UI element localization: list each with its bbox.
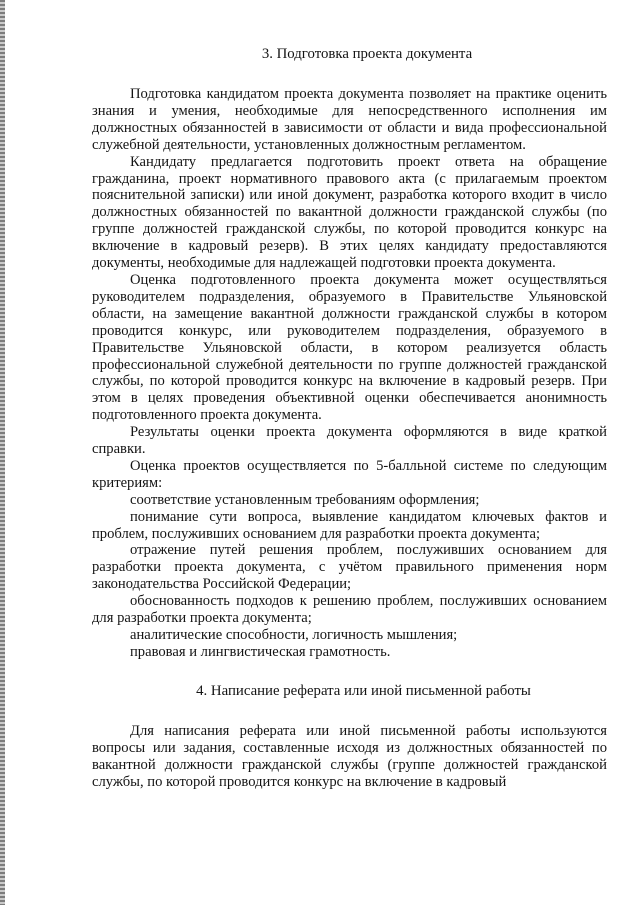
criteria-item: правовая и лингвистическая грамотность. [130, 643, 391, 660]
scan-edge [0, 0, 5, 905]
section-4-paragraph-1: Для написания реферата или иной письменной работы используются вопросы или задания, составленные исходя из должностных обязанностей по вакантной должности гражданской службы (группе должностей гражданской службы, по которой проводится конкурс на включение в кадровый [92, 722, 607, 790]
criteria-item: аналитические способности, логичность мышления; [130, 627, 458, 643]
section-3-paragraph-3: Оценка подготовленного проекта документа может осуществляться руководителем подразделения, образуемого в Правительстве Ульяновской области, на замещение вакантной должности гражданской службы в котором проводится конкурс, или руководителем подразделения, образуемого в Правительстве Ульяновской области, в котором реализуется область профессиональной служебной деятельности по группе должностей гражданской службы, по которой проводится конкурс на включение в кадровый резерв. При этом в целях проведения объективной оценки обеспечивается анонимность подготовленного проекта документа. [92, 271, 607, 424]
criteria-list [92, 492, 607, 661]
criteria-item: соответствие установленным требованиям оформления; [130, 491, 480, 508]
criteria-item: понимание сути вопроса, выявление кандидатом ключевых фактов и проблем, послуживших основанием для разработки проекта документа; [92, 508, 607, 542]
section-3-paragraph-4: Результаты оценки проекта документа оформляются в виде краткой справки. [92, 424, 607, 458]
criteria-item: обоснованность подходов к решению проблем, послуживших основанием для разработки проекта документа; [92, 593, 607, 627]
criteria-item: отражение путей решения проблем, послуживших основанием для разработки проекта документа, с учётом правильного применения норм законодательства Российской Федерации; [92, 542, 607, 593]
section-3-paragraph-5: Оценка проектов осуществляется по 5-балльной системе по следующим критериям: [92, 457, 607, 491]
document-page [92, 46, 607, 790]
section-3-paragraph-1: Подготовка кандидатом проекта документа позволяет на практике оценить знания и умения, необходимые для непосредственного исполнения им должностных обязанностей в зависимости от области и вида профессиональной служебной деятельности, установленных должностным регламентом. [92, 86, 607, 153]
section-3-title: 3. Подготовка проекта документа [261, 46, 473, 62]
section-4-title: 4. Написание реферата или иной письменной работы [196, 682, 531, 699]
section-3-paragraph-2: Кандидату предлагается подготовить проект ответа на обращение гражданина, проект нормативного правового акта (с прилагаемым проектом пояснительной записки) или иной документ, разработка которого входит в число должностных обязанностей по вакантной должности гражданской службы (по группе должностей гражданской службы, по которой проводится конкурс на включение в кадровый резерв). В этих целях кандидату предоставляются документы, необходимые для надлежащей подготовки проекта документа. [92, 153, 607, 272]
